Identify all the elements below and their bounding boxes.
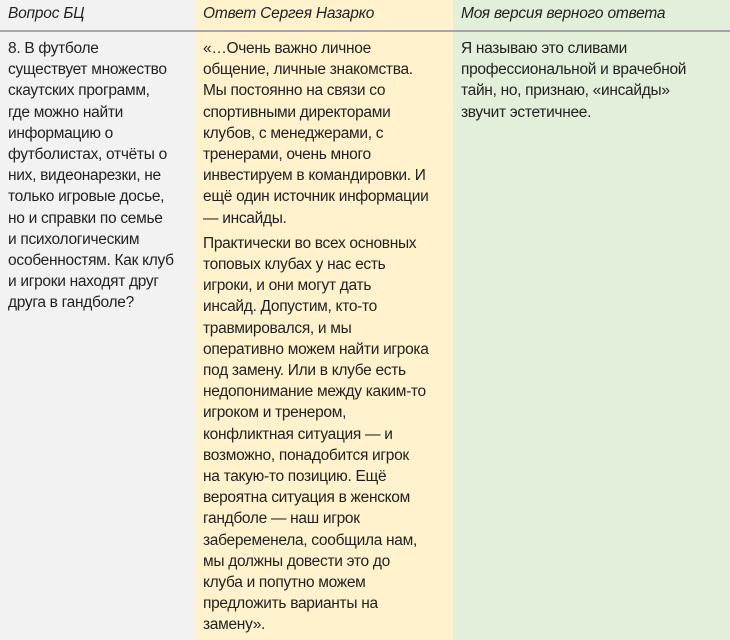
question-text-line: друга в гандболе? [8, 294, 134, 312]
answer-text-line: под замену. Или в клубе есть [203, 362, 406, 380]
question-text-line: информацию о [8, 124, 113, 142]
answer-text-line: Мы постоянно на связи со [203, 82, 386, 100]
answer-text-line: ещё один источник информации [203, 188, 429, 206]
answer-text-line: тренерами, очень много [203, 146, 371, 164]
answer-text-line: — инсайды. [203, 209, 287, 227]
answer-text-line: мы должны довести это до [203, 552, 390, 570]
my-version-text-line: звучит эстетичнее. [461, 103, 592, 121]
answer-column [195, 0, 453, 640]
question-text-line: где можно найти [8, 103, 123, 121]
answer-text-line: на такую-то позицию. Ещё [203, 468, 387, 486]
question-text-line: и психологическим [8, 230, 140, 248]
question-text-line: футболистах, отчёты о [8, 146, 167, 164]
question-text-line: особенностям. Как клуб [8, 252, 174, 270]
header-question: Вопрос БЦ [0, 0, 195, 32]
answer-text-line: спортивными директорами [203, 103, 391, 121]
answer-text-line: клуба и попутно можем [203, 574, 366, 592]
answer-text-line: недопонимание между каким-то [203, 383, 426, 401]
answer-text-line: топовых клубах у нас есть [203, 256, 386, 274]
my-version-text-line: Я называю это сливами [461, 40, 627, 57]
question-cell [0, 32, 195, 314]
answer-text-line: травмировался, и мы [203, 319, 352, 337]
answer-text-line: игроки, и они могут дать [203, 277, 372, 295]
my-version-column [453, 0, 730, 640]
answer-text-line: «…Очень важно личное [203, 40, 371, 57]
question-text-line: них, видеонарезки, не [8, 167, 161, 185]
my-version-text-line: профессиональной и врачебной [461, 61, 687, 79]
answer-text-line: Практически во всех основных [203, 234, 417, 252]
answer-paragraph [203, 233, 445, 636]
answer-text-line: гандболе — наш игрок [203, 510, 360, 528]
question-text-line: и игроки находят друг [8, 273, 159, 291]
answer-text-line: предложить варианты на [203, 595, 378, 613]
question-column [0, 0, 195, 640]
question-text-line: существует множество [8, 61, 167, 79]
answer-text-line: инвестируем в командировки. И [203, 167, 426, 185]
answer-text-line: общение, личные знакомства. [203, 61, 413, 79]
answer-paragraph [203, 38, 445, 229]
answer-text-line: замену». [203, 616, 266, 634]
header-answer: Ответ Сергея Назарко [195, 0, 453, 32]
answer-text-line: оперативно можем найти игрока [203, 340, 429, 358]
answer-text-line: клубов, с менеджерами, с [203, 124, 384, 142]
answer-text-line: вероятна ситуация в женском [203, 489, 410, 507]
answer-text-line: забеременела, сообщила нам, [203, 531, 417, 549]
answer-text-line: возможно, понадобится игрок [203, 446, 409, 464]
answer-text-line: конфликтная ситуация — и [203, 425, 393, 443]
my-version-text-line: тайн, но, признаю, «инсайды» [461, 82, 670, 100]
my-version-cell [453, 32, 730, 123]
answer-text-line: инсайд. Допустим, кто-то [203, 298, 377, 316]
question-text-line: но и справки по семье [8, 209, 163, 227]
question-text-line: скаутских программ, [8, 82, 150, 100]
answer-cell [195, 32, 453, 640]
answer-text-line: игроком и тренером, [203, 404, 347, 422]
header-my-version: Моя версия верного ответа [453, 0, 730, 32]
question-text-line: только игровые досье, [8, 188, 165, 206]
question-text-line: 8. В футболе [8, 40, 99, 57]
